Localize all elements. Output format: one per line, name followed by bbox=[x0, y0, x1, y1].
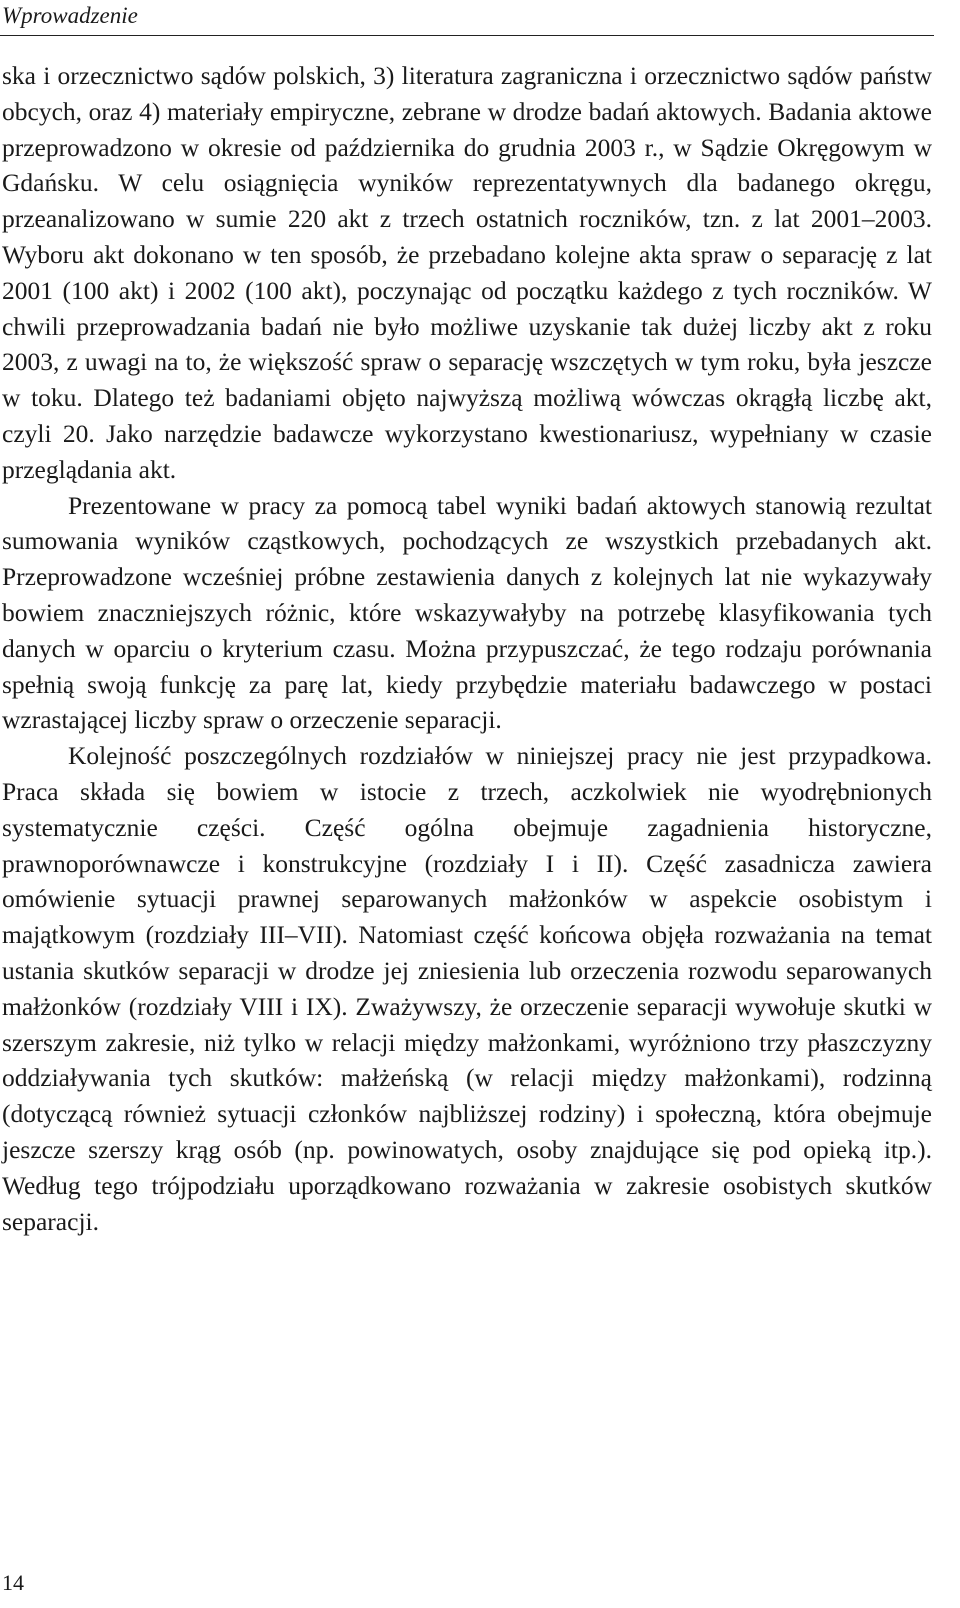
paragraph-3: Kolejność poszczególnych rozdziałów w niniejszej pracy nie jest przypadkowa. Praca składa się bowiem w istocie z trzech, aczkolwiek nie wyodrębnionych systematycznie części. Część ogólna obejmuje zagadnienia historyczne, prawnoporównawcze i konstrukcyjne (rozdziały I i II). Część zasadnicza zawiera omówienie sytuacji prawnej separowanych małżonków w aspekcie osobistym i majątkowym (rozdziały III–VII). Natomiast część końcowa objęła rozważania na temat ustania skutków separacji w drodze jej zniesienia lub orzeczenia rozwodu separowanych małżonków (rozdziały VIII i IX). Zważywszy, że orzeczenie separacji wywołuje skutki w szerszym zakresie, niż tylko w relacji między małżonkami, wyróżniono trzy płaszczyzny oddziaływania tych skutków: małżeńską (w relacji między małżonkami), rodzinną (dotyczącą również sytuacji członków najbliższej rodziny) i społeczną, która obejmuje jeszcze szerszy krąg osób (np. powinowatych, osoby znajdujące się pod opieką itp.). Według tego trójpodziału uporządkowano rozważania w zakresie osobistych skutków separacji. bbox=[2, 741, 932, 1236]
paragraph-1: ska i orzecznictwo sądów polskich, 3) literatura zagraniczna i orzecznictwo sądów państw obcych, oraz 4) materiały empiryczne, zebrane w drodze badań aktowych. Badania aktowe przeprowadzono w okresie od października do grudnia 2003 r., w Sądzie Okręgowym w Gdańsku. W celu osiągnięcia wyników reprezentatywnych dla badanego okręgu, przeanalizowano w sumie 220 akt z trzech ostatnich roczników, tzn. z lat 2001–2003. Wyboru akt dokonano w ten sposób, że przebadano kolejne akta spraw o separację z lat 2001 (100 akt) i 2002 (100 akt), poczynając od początku każdego z tych roczników. W chwili przeprowadzania badań nie było możliwe uzyskanie tak dużej liczby akt z roku 2003, z uwagi na to, że większość spraw o separację wszczętych w tym roku, była jeszcze w toku. Dlatego też badaniami objęto najwyższą możliwą wówczas okrągłą liczbę akt, czyli 20. Jako narzędzie badawcze wykorzystano kwestionariusz, wypełniany w czasie przeglądania akt. bbox=[2, 61, 932, 484]
header-rule bbox=[0, 35, 934, 36]
body-text bbox=[2, 58, 932, 1239]
running-header: Wprowadzenie bbox=[2, 3, 138, 28]
page-number: 14 bbox=[2, 1570, 24, 1595]
paragraph-2: Prezentowane w pracy za pomocą tabel wyniki badań aktowych stanowią rezultat sumowania wyników cząstkowych, pochodzących ze wszystkich przebadanych akt. Przeprowadzone wcześniej próbne zestawienia danych z kolejnych lat nie wykazywały bowiem znaczniejszych różnic, które wskazywałyby na potrzebę klasyfikowania tych danych w oparciu o kryterium czasu. Można przypuszczać, że tego rodzaju porównania spełnią swoją funkcję za parę lat, kiedy przybędzie materiału badawczego w postaci wzrastającej liczby spraw o orzeczenie separacji. bbox=[2, 490, 932, 735]
